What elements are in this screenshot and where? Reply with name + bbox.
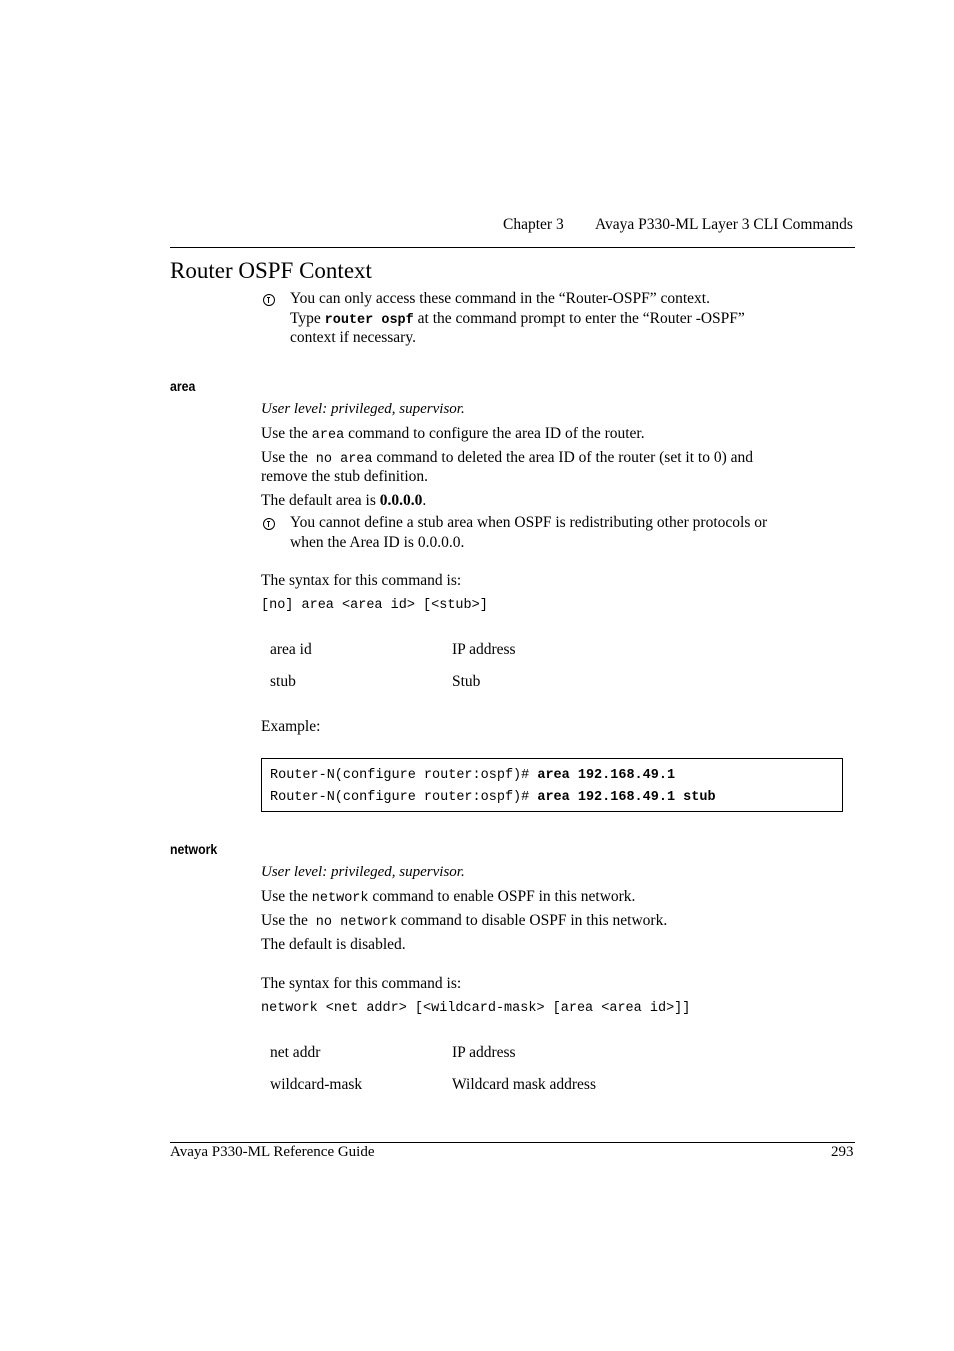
text: Use the [261,425,312,442]
inline-code: no area [315,452,373,467]
footer-guide: Avaya P330-ML Reference Guide [170,1144,375,1160]
text: command to enable OSPF in this network. [368,888,636,905]
area-use2-line2: remove the stub definition. [261,468,429,485]
example-line [270,787,716,805]
network-user-level: User level: privileged, supervisor. [261,864,465,880]
text: Use the [261,888,312,905]
text: Use the [261,912,312,929]
page-number: 293 [831,1144,854,1160]
text: . [422,492,427,509]
code-prompt: Router-N(configure router:ospf)# [270,768,538,783]
example-line [270,765,675,783]
header-rule [170,247,855,248]
network-default: The default is disabled. [261,936,406,953]
network-syntax: network <net addr> [<wildcard-mask> [area <area id>]] [261,1001,691,1016]
param-desc: Wildcard mask address [452,1076,596,1093]
info-icon [263,518,275,530]
area-note-line1: You cannot define a stub area when OSPF is redistributing other protocols or [290,514,768,531]
param-name: net addr [270,1044,321,1061]
area-syntax: [no] area <area id> [<stub>] [261,598,488,613]
code-prompt: Router-N(configure router:ospf)# [270,790,538,805]
section-note-line3: context if necessary. [290,329,416,346]
param-desc: IP address [452,641,516,658]
note-text: Type [290,310,325,327]
text: command to disable OSPF in this network. [396,912,668,929]
param-desc: IP address [452,1044,516,1061]
network-syntax-intro: The syntax for this command is: [261,975,462,992]
text: command to deleted the area ID of the router (set it to 0) and [372,449,753,466]
area-user-level: User level: privileged, supervisor. [261,401,465,417]
note-text: at the command prompt to enter the “Router -OSPF” [413,310,745,327]
info-icon [263,294,275,306]
param-name: wildcard-mask [270,1076,363,1093]
param-name: stub [270,673,296,690]
header-chapter-title: Avaya P330-ML Layer 3 CLI Commands [595,216,853,233]
area-use2 [261,449,753,467]
network-use1 [261,888,635,906]
code-command: area 192.168.49.1 [537,768,676,783]
text: command to configure the area ID of the router. [344,425,645,442]
note-command: router ospf [324,313,414,328]
area-syntax-intro: The syntax for this command is: [261,572,462,589]
footer-rule [170,1142,855,1143]
default-value: 0.0.0.0 [379,492,423,509]
text: The default area is [261,492,380,509]
area-example-label: Example: [261,718,321,735]
inline-code: network [311,891,369,906]
section-title: Router OSPF Context [170,258,372,283]
area-use1 [261,425,645,443]
inline-code: area [311,428,345,443]
section-note-line1: You can only access these command in the “Router-OSPF” context. [290,290,710,307]
section-note-line2 [290,310,745,328]
text: Use the [261,449,312,466]
area-heading: area [170,378,196,394]
param-name: area id [270,641,312,658]
code-command: area 192.168.49.1 stub [537,790,716,805]
param-desc: Stub [452,673,481,690]
inline-code: no network [315,915,397,930]
area-default [261,492,426,510]
network-heading: network [170,841,218,857]
area-note-line2: when the Area ID is 0.0.0.0. [290,534,465,551]
header-chapter: Chapter 3 [503,216,564,233]
network-use2 [261,912,667,930]
